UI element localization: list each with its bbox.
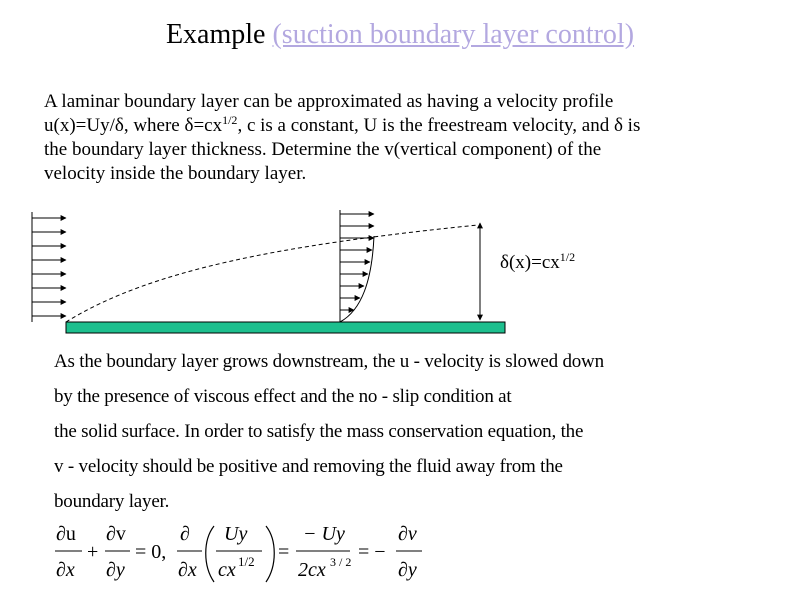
- problem-line-2: [44, 114, 774, 138]
- eq-dx-1: ∂x: [56, 559, 75, 581]
- thickness-label: $\delta(x)=cx^{1/2}$: [500, 250, 576, 273]
- eq-equals: =: [278, 541, 290, 563]
- eq-dy-1: ∂y: [106, 559, 125, 581]
- problem-statement: [44, 90, 774, 186]
- slide-title: [0, 17, 800, 53]
- eq-dx-2: ∂x: [178, 559, 197, 581]
- uniform-velocity-profile: [32, 212, 66, 322]
- explanation-line: As the boundary layer grows downstream, the u - velocity is slowed down: [54, 351, 604, 372]
- eq-dv: ∂v: [106, 523, 126, 545]
- problem-line-2-sup: 1/2: [222, 113, 238, 127]
- problem-line-1: A laminar boundary layer can be approximated as having a velocity profile: [44, 91, 614, 112]
- title-link[interactable]: (suction boundary layer control): [272, 19, 635, 50]
- title-text: Example: [165, 19, 273, 50]
- developed-velocity-profile: [340, 210, 374, 322]
- problem-line-2-a: u(x)=Uy/δ, where δ=cx: [44, 115, 223, 136]
- continuity-equation: [0, 515, 800, 600]
- eq-three-half-exp: 3 / 2: [330, 555, 352, 569]
- flat-plate: [66, 322, 505, 333]
- eq-2cx: 2cx: [298, 559, 326, 581]
- explanation-line: the solid surface. In order to satisfy the mass conservation equation, the: [54, 421, 584, 442]
- eq-du: ∂u: [56, 523, 76, 545]
- eq-equals-neg: = −: [358, 541, 386, 563]
- explanation-line: v - velocity should be positive and removing the fluid away from the: [54, 456, 563, 477]
- eq-partial: ∂: [180, 523, 190, 545]
- eq-uy: Uy: [224, 523, 248, 545]
- explanation: [54, 344, 774, 519]
- problem-line-3: the boundary layer thickness. Determine the v(vertical component) of the: [44, 139, 602, 160]
- problem-line-4: velocity inside the boundary layer.: [44, 163, 307, 184]
- boundary-layer-diagram: [0, 200, 800, 340]
- explanation-line: boundary layer.: [54, 491, 170, 512]
- explanation-line: by the presence of viscous effect and the no - slip condition at: [54, 386, 512, 407]
- eq-plus: +: [87, 541, 99, 563]
- eq-equals-zero: = 0,: [135, 541, 167, 563]
- eq-dv-2: ∂v: [398, 523, 417, 545]
- eq-half-exp: 1/2: [238, 554, 255, 569]
- eq-neg-uy: − Uy: [303, 523, 345, 545]
- eq-cx: cx: [218, 559, 236, 581]
- problem-line-2-b: , c is a constant, U is the freestream velocity, and δ is: [237, 115, 641, 136]
- eq-dy-2: ∂y: [398, 559, 417, 581]
- boundary-layer-edge: [66, 225, 478, 322]
